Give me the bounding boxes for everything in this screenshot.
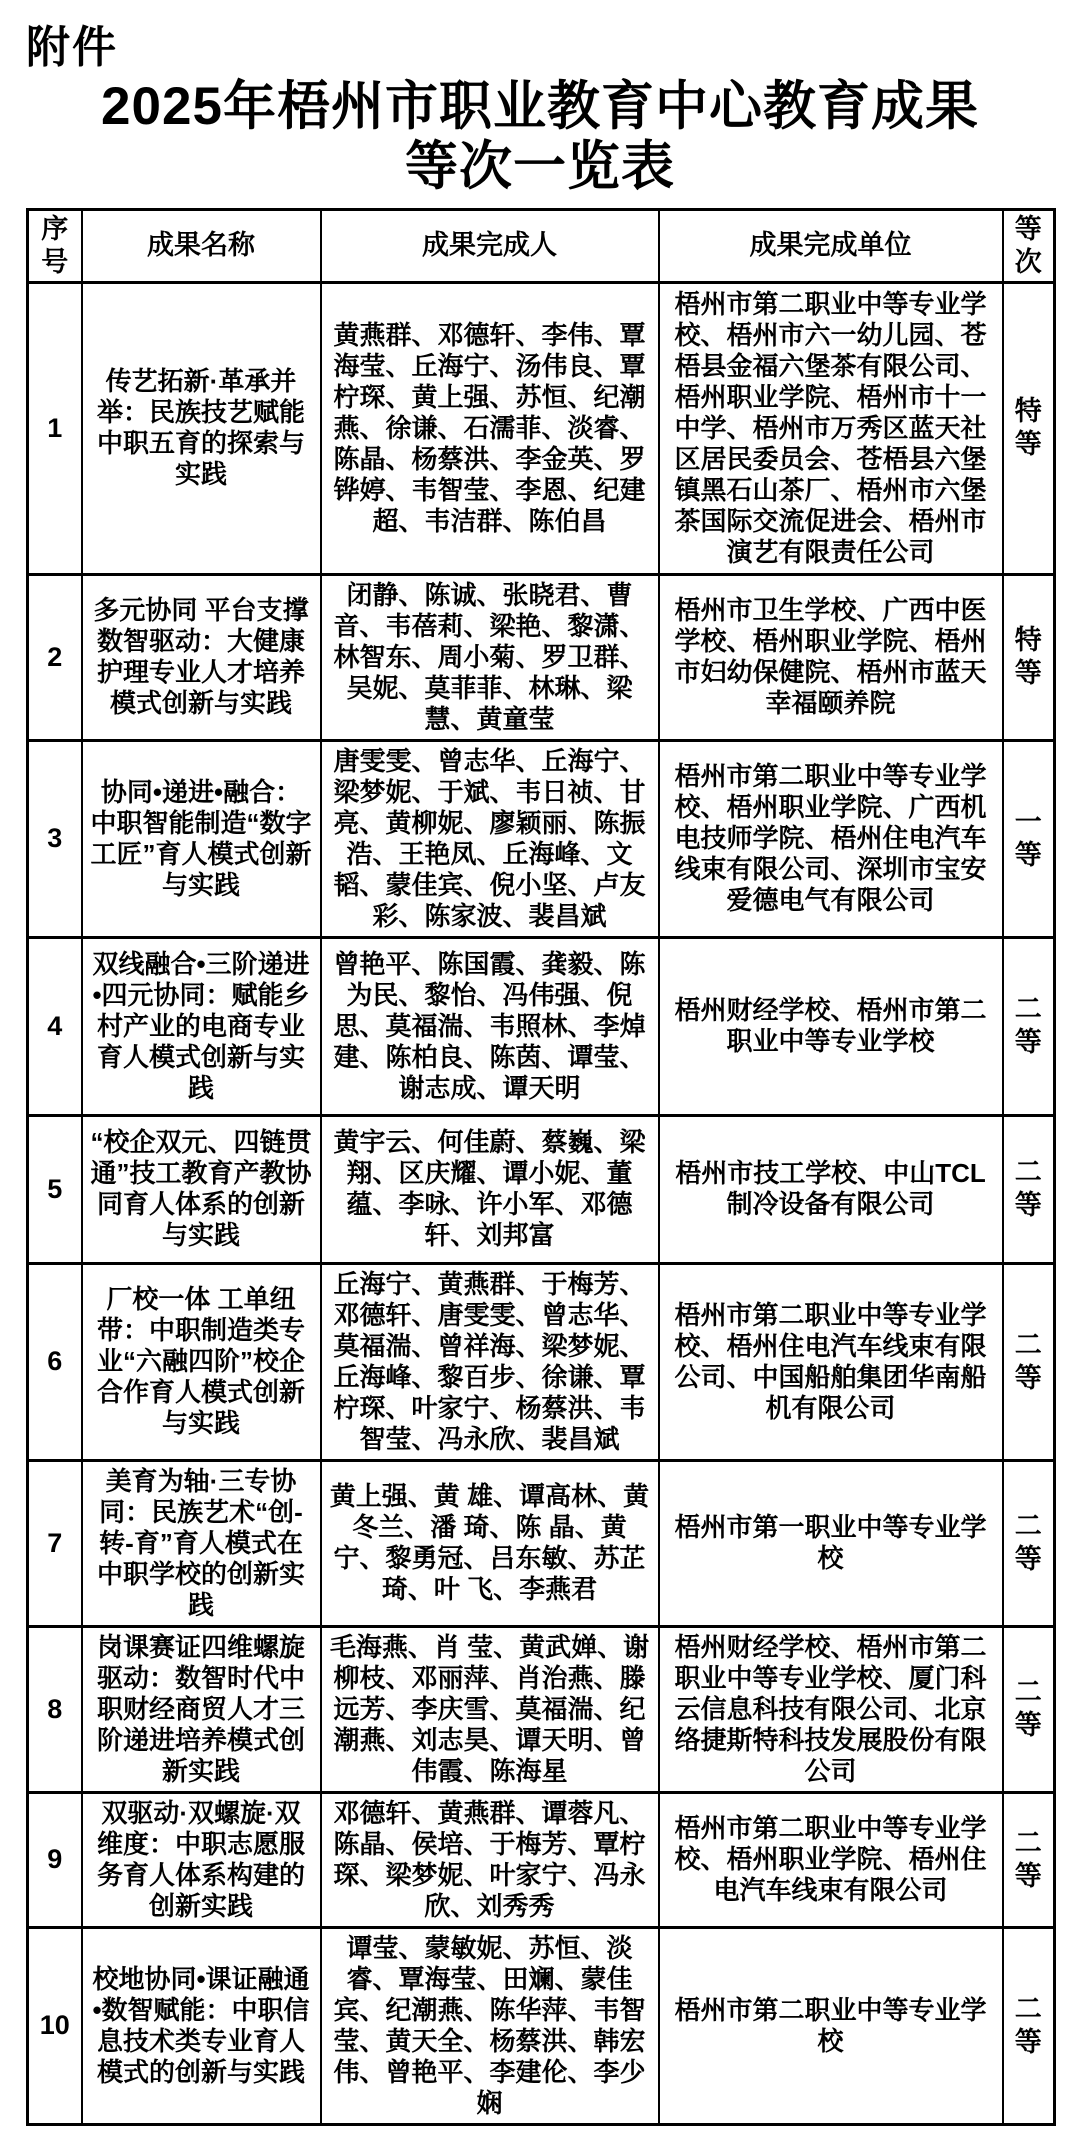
header-people: 成果完成人 bbox=[321, 209, 659, 282]
cell-rank bbox=[1003, 1115, 1055, 1263]
cell-rank-text: 二等 bbox=[1014, 994, 1042, 1058]
cell-units: 梧州市卫生学校、广西中医学校、梧州职业学院、梧州市妇幼保健院、梧州市蓝天幸福颐养院 bbox=[659, 574, 1003, 740]
cell-index: 3 bbox=[28, 740, 82, 937]
cell-rank-text: 二等 bbox=[1014, 1677, 1042, 1741]
cell-rank bbox=[1003, 1792, 1055, 1927]
cell-index: 10 bbox=[28, 1927, 82, 2124]
cell-rank-text: 二等 bbox=[1014, 1157, 1042, 1221]
cell-people: 丘海宁、黄燕群、于梅芳、邓德轩、唐雯雯、曾志华、莫福湍、曾祥海、梁梦妮、丘海峰、黎百步、徐谦、覃柠琛、叶家宁、杨蔡洪、韦智莹、冯永欣、裴昌斌 bbox=[321, 1263, 659, 1460]
table-row bbox=[28, 1115, 1055, 1263]
cell-name: 传艺拓新·革承并举：民族技艺赋能中职五育的探索与实践 bbox=[82, 282, 321, 574]
cell-rank-text: 二等 bbox=[1014, 1329, 1042, 1393]
cell-people: 谭莹、蒙敏妮、苏恒、淡睿、覃海莹、田斓、蒙佳宾、纪潮燕、陈华萍、韦智莹、黄天全、杨蔡洪、韩宏伟、曾艳平、李建伦、李少娴 bbox=[321, 1927, 659, 2124]
table-row bbox=[28, 1792, 1055, 1927]
table-row bbox=[28, 282, 1055, 574]
cell-units: 梧州市第二职业中等专业学校 bbox=[659, 1927, 1003, 2124]
table-row bbox=[28, 574, 1055, 740]
cell-name: 校地协同•课证融通•数智赋能：中职信息技术类专业育人模式的创新与实践 bbox=[82, 1927, 321, 2124]
cell-index: 1 bbox=[28, 282, 82, 574]
table-row bbox=[28, 937, 1055, 1115]
table-row bbox=[28, 1263, 1055, 1460]
title-line-1: 2025年梧州市职业教育中心教育成果 bbox=[101, 77, 979, 136]
cell-name: 双驱动·双螺旋·双维度：中职志愿服务育人体系构建的创新实践 bbox=[82, 1792, 321, 1927]
cell-rank bbox=[1003, 282, 1055, 574]
cell-index: 9 bbox=[28, 1792, 82, 1927]
cell-index: 8 bbox=[28, 1626, 82, 1792]
cell-index: 5 bbox=[28, 1115, 82, 1263]
cell-units: 梧州市第一职业中等专业学校 bbox=[659, 1460, 1003, 1626]
cell-rank-text: 二等 bbox=[1014, 1993, 1042, 2057]
cell-name: 协同•递进•融合：中职智能制造“数字工匠”育人模式创新与实践 bbox=[82, 740, 321, 937]
cell-rank-text: 特等 bbox=[1014, 396, 1042, 460]
cell-people: 黄燕群、邓德轩、李伟、覃海莹、丘海宁、汤伟良、覃柠琛、黄上强、苏恒、纪潮燕、徐谦、石濡菲、淡睿、陈晶、杨蔡洪、李金英、罗铧婷、韦智莹、李恩、纪建超、韦洁群、陈伯昌 bbox=[321, 282, 659, 574]
cell-index: 7 bbox=[28, 1460, 82, 1626]
table-row bbox=[28, 1927, 1055, 2124]
table-row bbox=[28, 1626, 1055, 1792]
header-rank-text: 等次 bbox=[1014, 213, 1042, 277]
cell-units: 梧州市第二职业中等专业学校、梧州职业学院、广西机电技师学院、梧州住电汽车线束有限公司、深圳市宝安爱德电气有限公司 bbox=[659, 740, 1003, 937]
cell-people: 唐雯雯、曾志华、丘海宁、梁梦妮、于斌、韦日祯、甘亮、黄柳妮、廖颖丽、陈振浩、王艳凤、丘海峰、文韬、蒙佳宾、倪小坚、卢友彩、陈家波、裴昌斌 bbox=[321, 740, 659, 937]
title-line-2: 等次一览表 bbox=[405, 137, 675, 197]
table-row bbox=[28, 1460, 1055, 1626]
header-index-text: 序号 bbox=[41, 213, 69, 277]
cell-rank bbox=[1003, 574, 1055, 740]
cell-rank-text: 二等 bbox=[1014, 1827, 1042, 1891]
cell-name: 双线融合•三阶递进•四元协同：赋能乡村产业的电商专业育人模式创新与实践 bbox=[82, 937, 321, 1115]
table-row bbox=[28, 740, 1055, 937]
cell-rank-text: 一等 bbox=[1014, 806, 1042, 870]
cell-people: 毛海燕、肖 莹、黄武婵、谢柳枝、邓丽萍、肖治燕、滕远芳、李庆雪、莫福湍、纪潮燕、刘志昊、谭天明、曾伟霞、陈海星 bbox=[321, 1626, 659, 1792]
cell-index: 6 bbox=[28, 1263, 82, 1460]
cell-units: 梧州市第二职业中等专业学校、梧州住电汽车线束有限公司、中国船舶集团华南船机有限公司 bbox=[659, 1263, 1003, 1460]
cell-units: 梧州市技工学校、中山TCL制冷设备有限公司 bbox=[659, 1115, 1003, 1263]
cell-rank bbox=[1003, 937, 1055, 1115]
cell-rank bbox=[1003, 1263, 1055, 1460]
cell-name: 岗课赛证四维螺旋驱动：数智时代中职财经商贸人才三阶递进培养模式创新实践 bbox=[82, 1626, 321, 1792]
cell-rank bbox=[1003, 1460, 1055, 1626]
attachment-label: 附件 bbox=[26, 23, 118, 72]
header-index bbox=[28, 209, 82, 282]
cell-units: 梧州财经学校、梧州市第二职业中等专业学校、厦门科云信息科技有限公司、北京络捷斯特科技发展股份有限公司 bbox=[659, 1626, 1003, 1792]
cell-people: 曾艳平、陈国霞、龚毅、陈为民、黎怡、冯伟强、倪思、莫福湍、韦照林、李焯建、陈柏良、陈茵、谭莹、谢志成、谭天明 bbox=[321, 937, 659, 1115]
cell-units: 梧州财经学校、梧州市第二职业中等专业学校 bbox=[659, 937, 1003, 1115]
cell-name: 厂校一体 工单纽带：中职制造类专业“六融四阶”校企合作育人模式创新与实践 bbox=[82, 1263, 321, 1460]
header-row bbox=[28, 209, 1055, 282]
cell-rank-text: 二等 bbox=[1014, 1511, 1042, 1575]
header-units: 成果完成单位 bbox=[659, 209, 1003, 282]
cell-name: 美育为轴·三专协同：民族艺术“创-转-育”育人模式在中职学校的创新实践 bbox=[82, 1460, 321, 1626]
cell-name: “校企双元、四链贯通”技工教育产教协同育人体系的创新与实践 bbox=[82, 1115, 321, 1263]
header-rank bbox=[1003, 209, 1055, 282]
cell-units: 梧州市第二职业中等专业学校、梧州职业学院、梧州住电汽车线束有限公司 bbox=[659, 1792, 1003, 1927]
cell-index: 2 bbox=[28, 574, 82, 740]
cell-people: 邓德轩、黄燕群、谭蓉凡、陈晶、侯培、于梅芳、覃柠琛、梁梦妮、叶家宁、冯永欣、刘秀秀 bbox=[321, 1792, 659, 1927]
cell-units: 梧州市第二职业中等专业学校、梧州市六一幼儿园、苍梧县金福六堡茶有限公司、梧州职业学院、梧州市十一中学、梧州市万秀区蓝天社区居民委员会、苍梧县六堡镇黑石山茶厂、梧州市六堡茶国际交流促进会、梧州市演艺有限责任公司 bbox=[659, 282, 1003, 574]
cell-rank bbox=[1003, 1927, 1055, 2124]
cell-name: 多元协同 平台支撑 数智驱动：大健康护理专业人才培养模式创新与实践 bbox=[82, 574, 321, 740]
cell-people: 黄上强、黄 雄、谭高林、黄冬兰、潘 琦、陈 晶、黄 宁、黎勇冠、吕东敏、苏芷琦、叶 飞、李燕君 bbox=[321, 1460, 659, 1626]
cell-rank bbox=[1003, 1626, 1055, 1792]
page-title bbox=[26, 77, 1054, 198]
cell-index: 4 bbox=[28, 937, 82, 1115]
results-table bbox=[26, 208, 1056, 2126]
header-name: 成果名称 bbox=[82, 209, 321, 282]
cell-rank bbox=[1003, 740, 1055, 937]
cell-people: 闭静、陈诚、张晓君、曹音、韦蓓莉、梁艳、黎潇、林智东、周小菊、罗卫群、吴妮、莫菲菲、林琳、梁慧、黄童莹 bbox=[321, 574, 659, 740]
cell-people: 黄宇云、何佳蔚、蔡巍、梁翔、区庆耀、谭小妮、董蕴、李咏、许小军、邓德轩、刘邦富 bbox=[321, 1115, 659, 1263]
cell-rank-text: 特等 bbox=[1014, 625, 1042, 689]
